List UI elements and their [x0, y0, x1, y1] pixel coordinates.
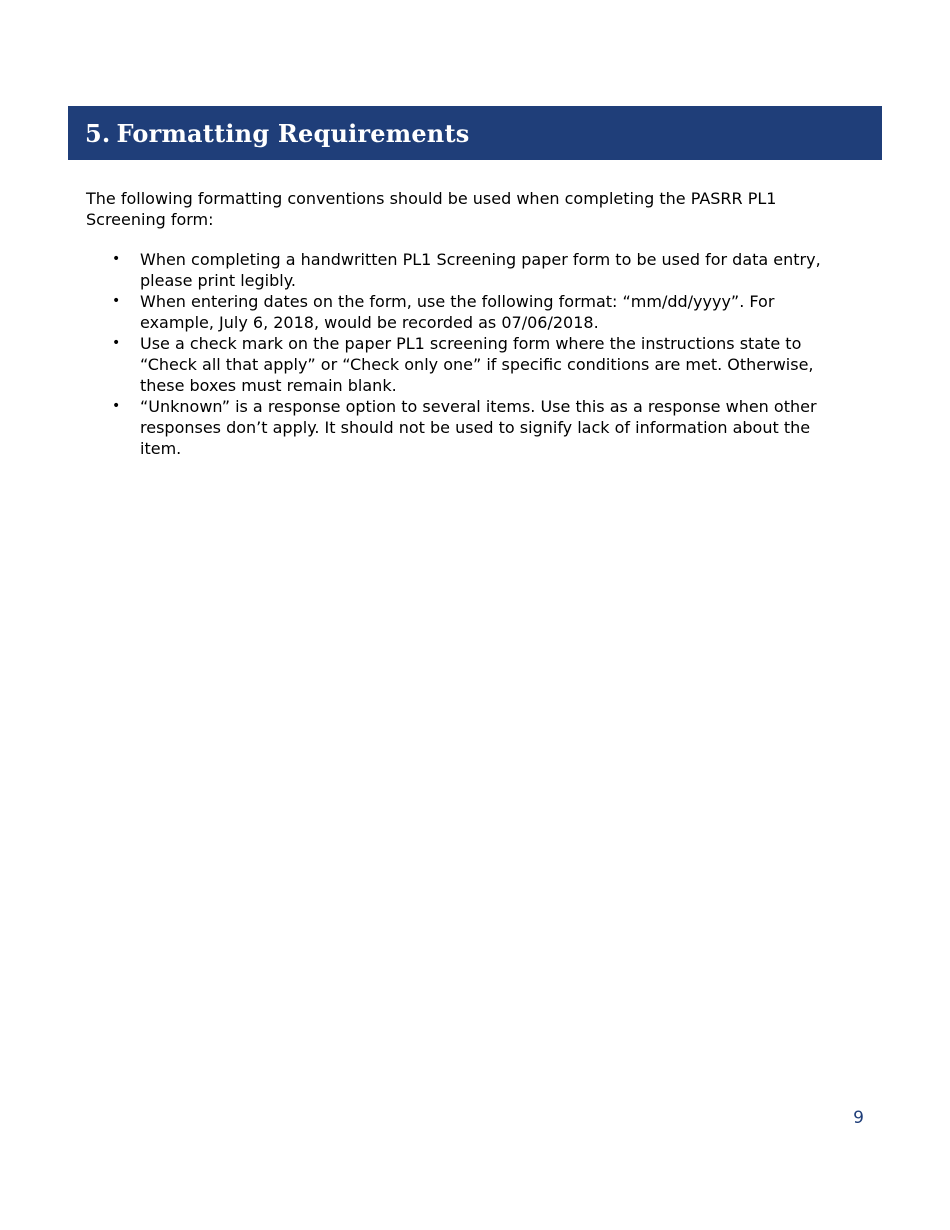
- section-title-text: Formatting Requirements: [116, 118, 470, 148]
- list-item-text: “Unknown” is a response option to several items. Use this as a response when other responses don’t apply. It should not be used to signify lack of information about the item.: [140, 397, 817, 458]
- section-header-banner: [68, 106, 882, 160]
- bullet-icon: •: [112, 251, 121, 267]
- list-item: [86, 291, 826, 333]
- intro-paragraph: The following formatting conventions should be used when completing the PASRR PL1 Screening form:: [86, 189, 777, 229]
- list-item: [86, 249, 826, 291]
- list-item: [86, 333, 826, 396]
- bullet-icon: •: [112, 335, 121, 351]
- section-number: 5.: [85, 118, 111, 148]
- formatting-rules-list: [86, 249, 826, 459]
- list-item-text: When entering dates on the form, use the following format: “mm/dd/yyyy”. For example, July 6, 2018, would be recorded as 07/06/2018.: [140, 292, 775, 332]
- page-number: 9: [853, 1108, 864, 1128]
- section-title: [85, 119, 469, 148]
- list-item-text: Use a check mark on the paper PL1 screening form where the instructions state to “Check all that apply” or “Check only one” if specific conditions are met. Otherwise, these boxes must remain blank.: [140, 334, 814, 395]
- bullet-icon: •: [112, 398, 121, 414]
- list-item-text: When completing a handwritten PL1 Screening paper form to be used for data entry, please print legibly.: [140, 250, 821, 290]
- bullet-icon: •: [112, 293, 121, 309]
- list-item: [86, 396, 826, 459]
